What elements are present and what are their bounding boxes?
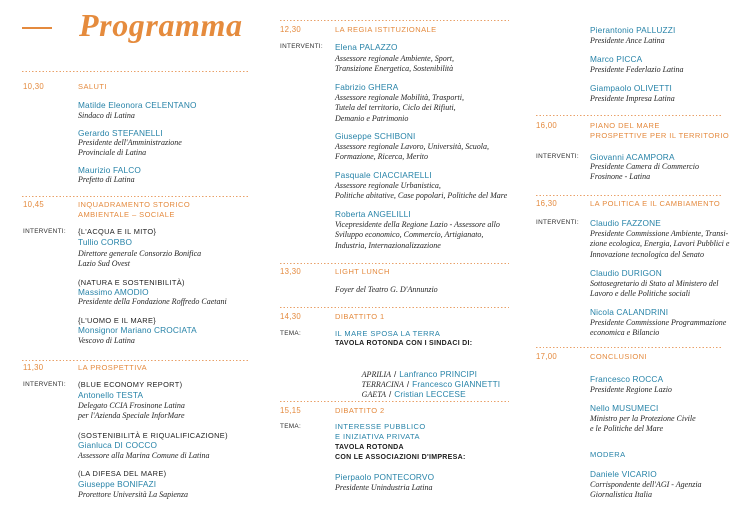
talk-topic: (NATURA E SOSTENIBILITÀ) — [78, 278, 185, 287]
dotted-divider — [280, 401, 510, 402]
speaker-role: Assessore regionale Lavoro, Università, Scuola, Formazione, Ricerca, Merito — [335, 141, 489, 162]
speaker-name: Gianluca DI COCCO — [78, 440, 158, 450]
tema-label: TEMA: — [280, 423, 302, 430]
session-title: LIGHT LUNCH — [335, 267, 390, 276]
session-time: 15,15 — [280, 406, 302, 415]
interventi-label: INTERVENTI: — [536, 153, 579, 160]
mayor-name: Cristian LECCESE — [394, 389, 466, 399]
speaker-role: Presidente Unindustria Latina — [335, 482, 433, 492]
speaker-name: Claudio DURIGON — [590, 268, 662, 278]
speaker-role: Prorettore Università La Sapienza — [78, 489, 188, 499]
dotted-divider — [280, 20, 510, 21]
speaker-name: Pierantonio PALLUZZI — [590, 25, 676, 35]
speaker-role: Assessore regionale Ambiente, Sport, Transizione Energetica, Sostenibilità — [335, 53, 455, 74]
speaker-name: Giovanni ACAMPORA — [590, 152, 675, 162]
speaker-name: Giuseppe SCHIBONI — [335, 131, 416, 141]
session-title: LA REGIA ISTITUZIONALE — [335, 25, 437, 34]
speaker-name: Gerardo STEFANELLI — [78, 128, 163, 138]
speaker-name: Giampaolo OLIVETTI — [590, 83, 673, 93]
speaker-role: Presidente Commissione Programmazione economica e Bilancio — [590, 317, 727, 338]
mayor-city: GAETA — [361, 390, 386, 399]
speaker-name: Antonello TESTA — [78, 390, 144, 400]
speaker-role: Presidente della Fondazione Roffredo Caetani — [78, 296, 227, 306]
speaker-name: Giuseppe BONIFAZI — [78, 479, 157, 489]
speaker-name: Tullio CORBO — [78, 237, 133, 247]
speaker-role: Assessore regionale Mobilità, Trasporti, Tutela del territorio, Ciclo dei Rifiuti, Demanio e Patrimonio — [335, 92, 464, 123]
dotted-divider — [536, 195, 722, 196]
speaker-role: Vescovo di Latina — [78, 335, 135, 345]
speaker-role: Direttore generale Consorzio Bonifica Lazio Sud Ovest — [78, 248, 202, 269]
interventi-label: INTERVENTI: — [280, 43, 323, 50]
session-title: LA POLITICA E IL CAMBIAMENTO — [590, 199, 721, 208]
speaker-name: Nello MUSUMECI — [590, 403, 659, 413]
speaker-name: Fabrizio GHERA — [335, 82, 399, 92]
speaker-role: Vicepresidente della Regione Lazio - Assessore allo Sviluppo economico, Commercio, Artigianato, Industria, Internazionalizzazione — [335, 219, 500, 250]
talk-topic: (LA DIFESA DEL MARE) — [78, 469, 167, 478]
speaker-role: Presidente Commissione Ambiente, Transi- zione ecologica, Energia, Lavori Pubblici e Innovazione tecnologica del Senato — [590, 228, 730, 259]
speaker-role: Presidente Federlazio Latina — [590, 64, 684, 74]
session-title: DIBATTITO 2 — [335, 406, 385, 415]
speaker-name: Roberta ANGELILLI — [335, 209, 411, 219]
speaker-name: Francesco ROCCA — [590, 374, 664, 384]
session-title: LA PROSPETTIVA — [78, 363, 148, 372]
talk-topic: (BLUE ECONOMY REPORT) — [78, 380, 183, 389]
moderator-role: Corrispondente dell'AGI - Agenzia Giornalistica Italia — [590, 479, 702, 500]
mayor-separator: / — [388, 390, 392, 399]
debate-theme: IL MARE SPOSA LA TERRA — [335, 329, 441, 338]
mayor-city: APRILIA — [361, 370, 391, 379]
page-title: Programma — [79, 7, 243, 43]
speaker-role: Sindaco di Latina — [78, 110, 135, 120]
session-time: 17,00 — [536, 352, 558, 361]
dotted-divider — [536, 347, 722, 348]
dotted-divider — [22, 71, 250, 72]
mayor-name: Francesco GIANNETTI — [412, 379, 501, 389]
session-time: 10,30 — [23, 82, 45, 91]
mayor-separator: / — [394, 370, 397, 379]
dotted-divider — [536, 115, 722, 116]
speaker-name: Massimo AMODIO — [78, 287, 149, 297]
mayor-separator: / — [406, 380, 410, 389]
dotted-divider — [280, 263, 510, 264]
speaker-role: Assessore regionale Urbanistica, Politiche abitative, Case popolari, Politiche del Mare — [335, 180, 508, 201]
session-time: 16,00 — [536, 121, 558, 130]
session-title: CONCLUSIONI — [590, 352, 648, 361]
speaker-role: Presidente Ance Latina — [590, 35, 665, 45]
session-time: 13,30 — [280, 267, 302, 276]
interventi-label: INTERVENTI: — [23, 228, 66, 235]
speaker-role: Assessore alla Marina Comune di Latina — [78, 450, 210, 460]
session-title: PIANO DEL MARE PROSPETTIVE PER IL TERRITORIO — [590, 121, 730, 140]
moderator-label: MODERA — [590, 450, 626, 459]
session-title: SALUTI — [78, 82, 107, 91]
moderator-name: Daniele VICARIO — [590, 469, 657, 479]
speaker-name: Pierpaolo PONTECORVO — [335, 472, 435, 482]
mayor-name: Lanfranco PRINCIPI — [399, 369, 478, 379]
session-time: 10,45 — [23, 200, 45, 209]
speaker-role: Ministro per la Protezione Civile e le Politiche del Mare — [590, 413, 696, 434]
round-table-subtitle: TAVOLA ROTONDA CON I SINDACI DI: — [335, 340, 473, 347]
debate-theme: INTERESSE PUBBLICO E INIZIATIVA PRIVATA — [335, 422, 426, 442]
speaker-role: Presidente Regione Lazio — [590, 384, 672, 394]
dotted-divider — [280, 307, 510, 308]
round-table-subtitle: TAVOLA ROTONDA CON LE ASSOCIAZIONI D'IMPRESA: — [335, 444, 466, 462]
speaker-name: Elena PALAZZO — [335, 42, 398, 52]
speaker-name: Pasquale CIACCIARELLI — [335, 170, 432, 180]
talk-topic: {L'ACQUA E IL MITO} — [78, 227, 157, 236]
mayor-city: TERRACINA — [361, 380, 404, 389]
speaker-name: Monsignor Mariano CROCIATA — [78, 325, 197, 335]
session-time: 14,30 — [280, 312, 302, 321]
speaker-name: Marco PICCA — [590, 54, 643, 64]
speaker-name: Matilde Eleonora CELENTANO — [78, 100, 197, 110]
speaker-role: Presidente Impresa Latina — [590, 93, 675, 103]
speaker-name: Claudio FAZZONE — [590, 218, 661, 228]
speaker-name: Maurizio FALCO — [78, 165, 141, 175]
speaker-role: Presidente Camera di Commercio Frosinone - Latina — [590, 161, 699, 182]
session-time: 11,30 — [23, 363, 44, 372]
talk-topic: {L'UOMO E IL MARE} — [78, 316, 157, 325]
lunch-location: Foyer del Teatro G. D'Annunzio — [335, 284, 438, 294]
tema-label: TEMA: — [280, 330, 302, 337]
speaker-role: Presidente dell'Amministrazione Provinciale di Latina — [78, 137, 182, 158]
dotted-divider — [22, 196, 250, 197]
interventi-label: INTERVENTI: — [536, 219, 579, 226]
speaker-role: Prefetto di Latina — [78, 174, 135, 184]
session-time: 16,30 — [536, 199, 558, 208]
dotted-divider — [22, 360, 250, 361]
title-dash-decoration — [22, 27, 52, 29]
interventi-label: INTERVENTI: — [23, 381, 66, 388]
speaker-role: Sottosegretario di Stato al Ministero del Lavoro e delle Politiche sociali — [590, 278, 719, 299]
session-title: INQUADRAMENTO STORICO AMBIENTALE – SOCIALE — [78, 200, 191, 219]
speaker-role: Delegato CCIA Frosinone Latina per l'Azienda Speciale InforMare — [78, 400, 185, 421]
session-time: 12,30 — [280, 25, 302, 34]
talk-topic: (SOSTENIBILITÀ E RIQUALIFICAZIONE) — [78, 431, 228, 440]
speaker-name: Nicola CALANDRINI — [590, 307, 669, 317]
session-title: DIBATTITO 1 — [335, 312, 385, 321]
